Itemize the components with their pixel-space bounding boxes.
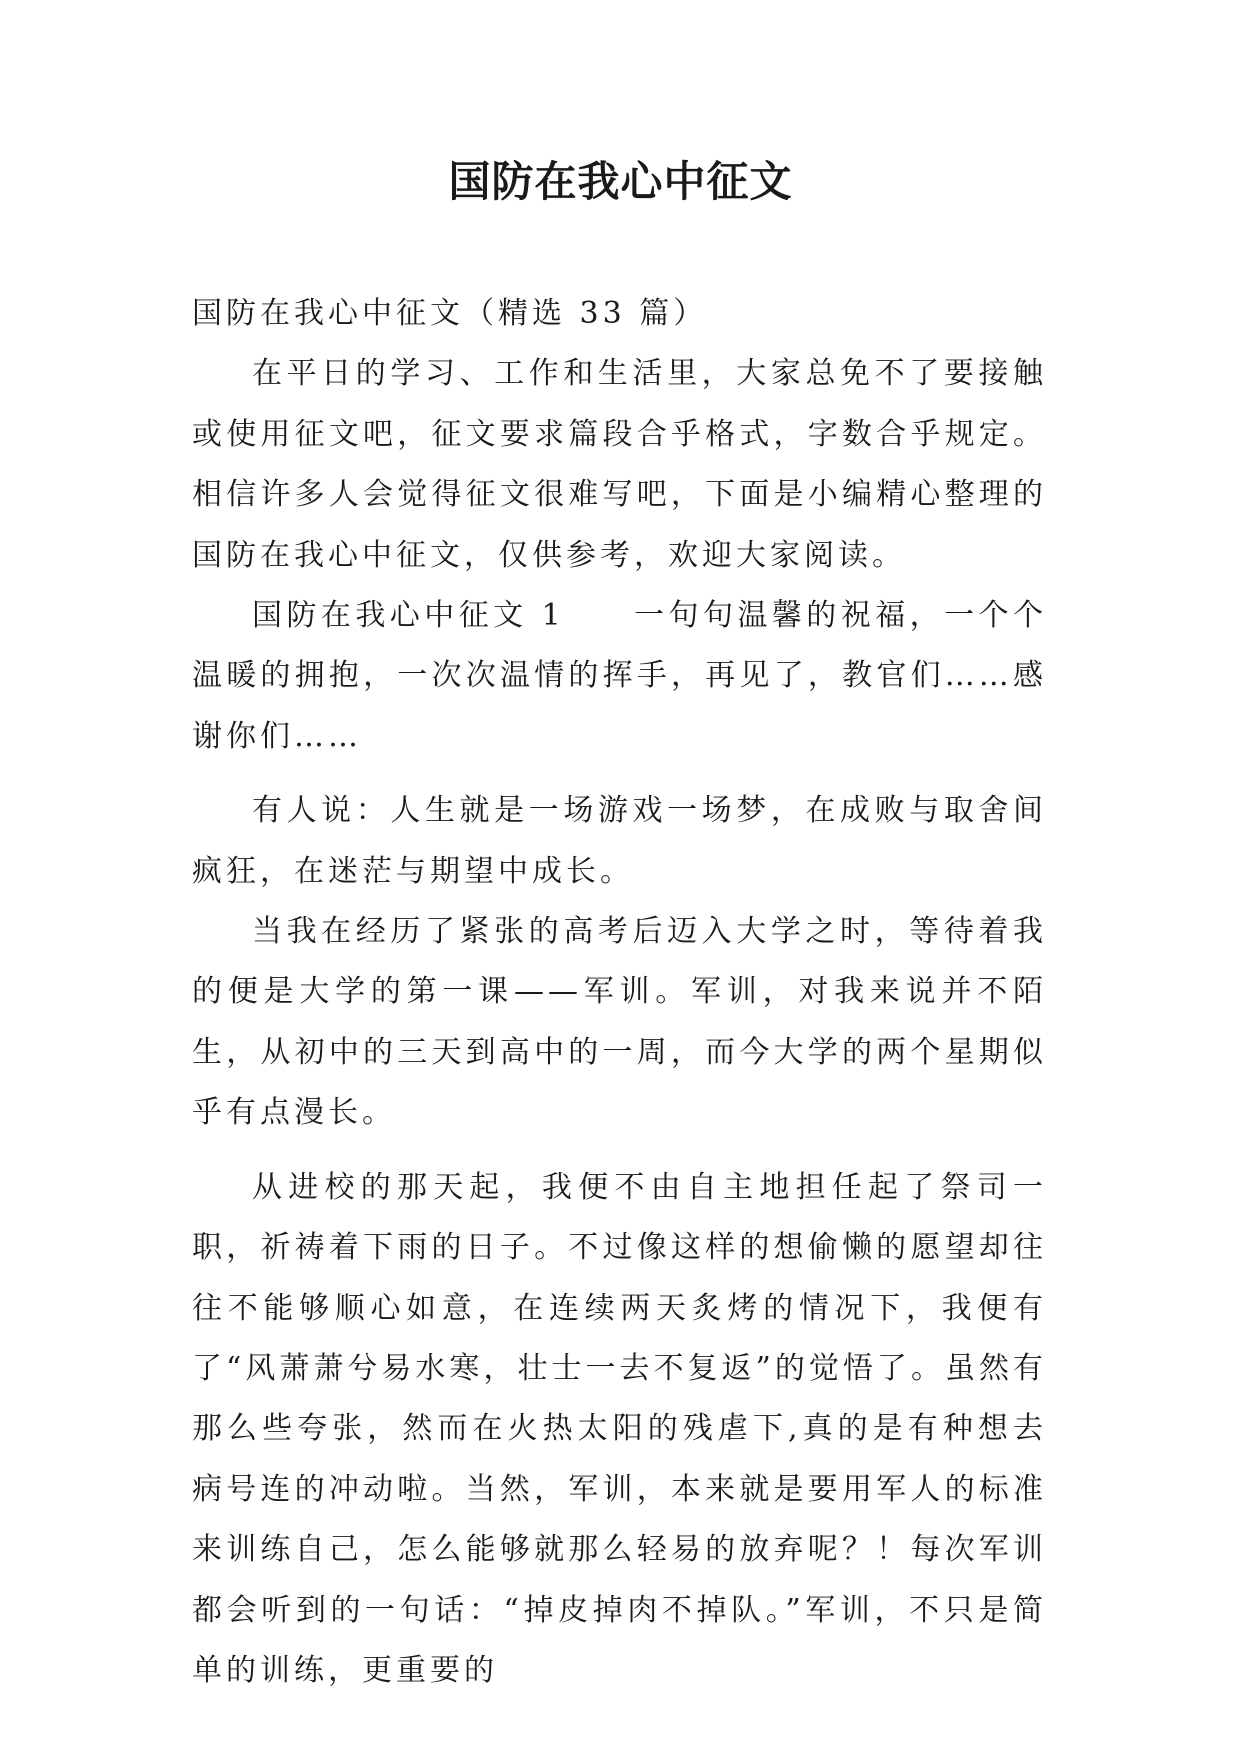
document-body bbox=[192, 284, 1047, 1701]
paragraph-life-saying: 有人说：人生就是一场游戏一场梦，在成败与取舍间疯狂，在迷茫与期望中成长。 bbox=[192, 793, 1047, 889]
paragraph-essay-1-opening: 国防在我心中征文 1 一句句温馨的祝福，一个个温暖的拥抱，一次次温情的挥手，再见了，教官们……感谢你们…… bbox=[192, 598, 1047, 754]
paragraph-intro: 在平日的学习、工作和生活里，大家总免不了要接触或使用征文吧，征文要求篇段合乎格式，字数合乎规定。相信许多人会觉得征文很难写吧，下面是小编精心整理的国防在我心中征文，仅供参考，欢迎大家阅读。 bbox=[192, 356, 1047, 573]
paragraph-military-training: 当我在经历了紧张的高考后迈入大学之时，等待着我的便是大学的第一课——军训。军训，对我来说并不陌生，从初中的三天到高中的一周，而今大学的两个星期似乎有点漫长。 bbox=[192, 914, 1047, 1131]
document-subtitle: 国防在我心中征文（精选 33 篇） bbox=[192, 296, 708, 331]
paragraph-training-days: 从进校的那天起，我便不由自主地担任起了祭司一职，祈祷着下雨的日子。不过像这样的想偷懒的愿望却往往不能够顺心如意，在连续两天炙烤的情况下，我便有了“风萧萧兮易水寒，壮士一去不复返”的觉悟了。虽然有那么些夸张，然而在火热太阳的残虐下,真的是有种想去病号连的冲动啦。当然，军训，本来就是要用军人的标准来训练自己，怎么能够就那么轻易的放弃呢？！每次军训都会听到的一句话：“掉皮掉肉不掉队。”军训，不只是简单的训练，更重要的 bbox=[192, 1169, 1047, 1688]
document-title: 国防在我心中征文 bbox=[448, 157, 793, 206]
